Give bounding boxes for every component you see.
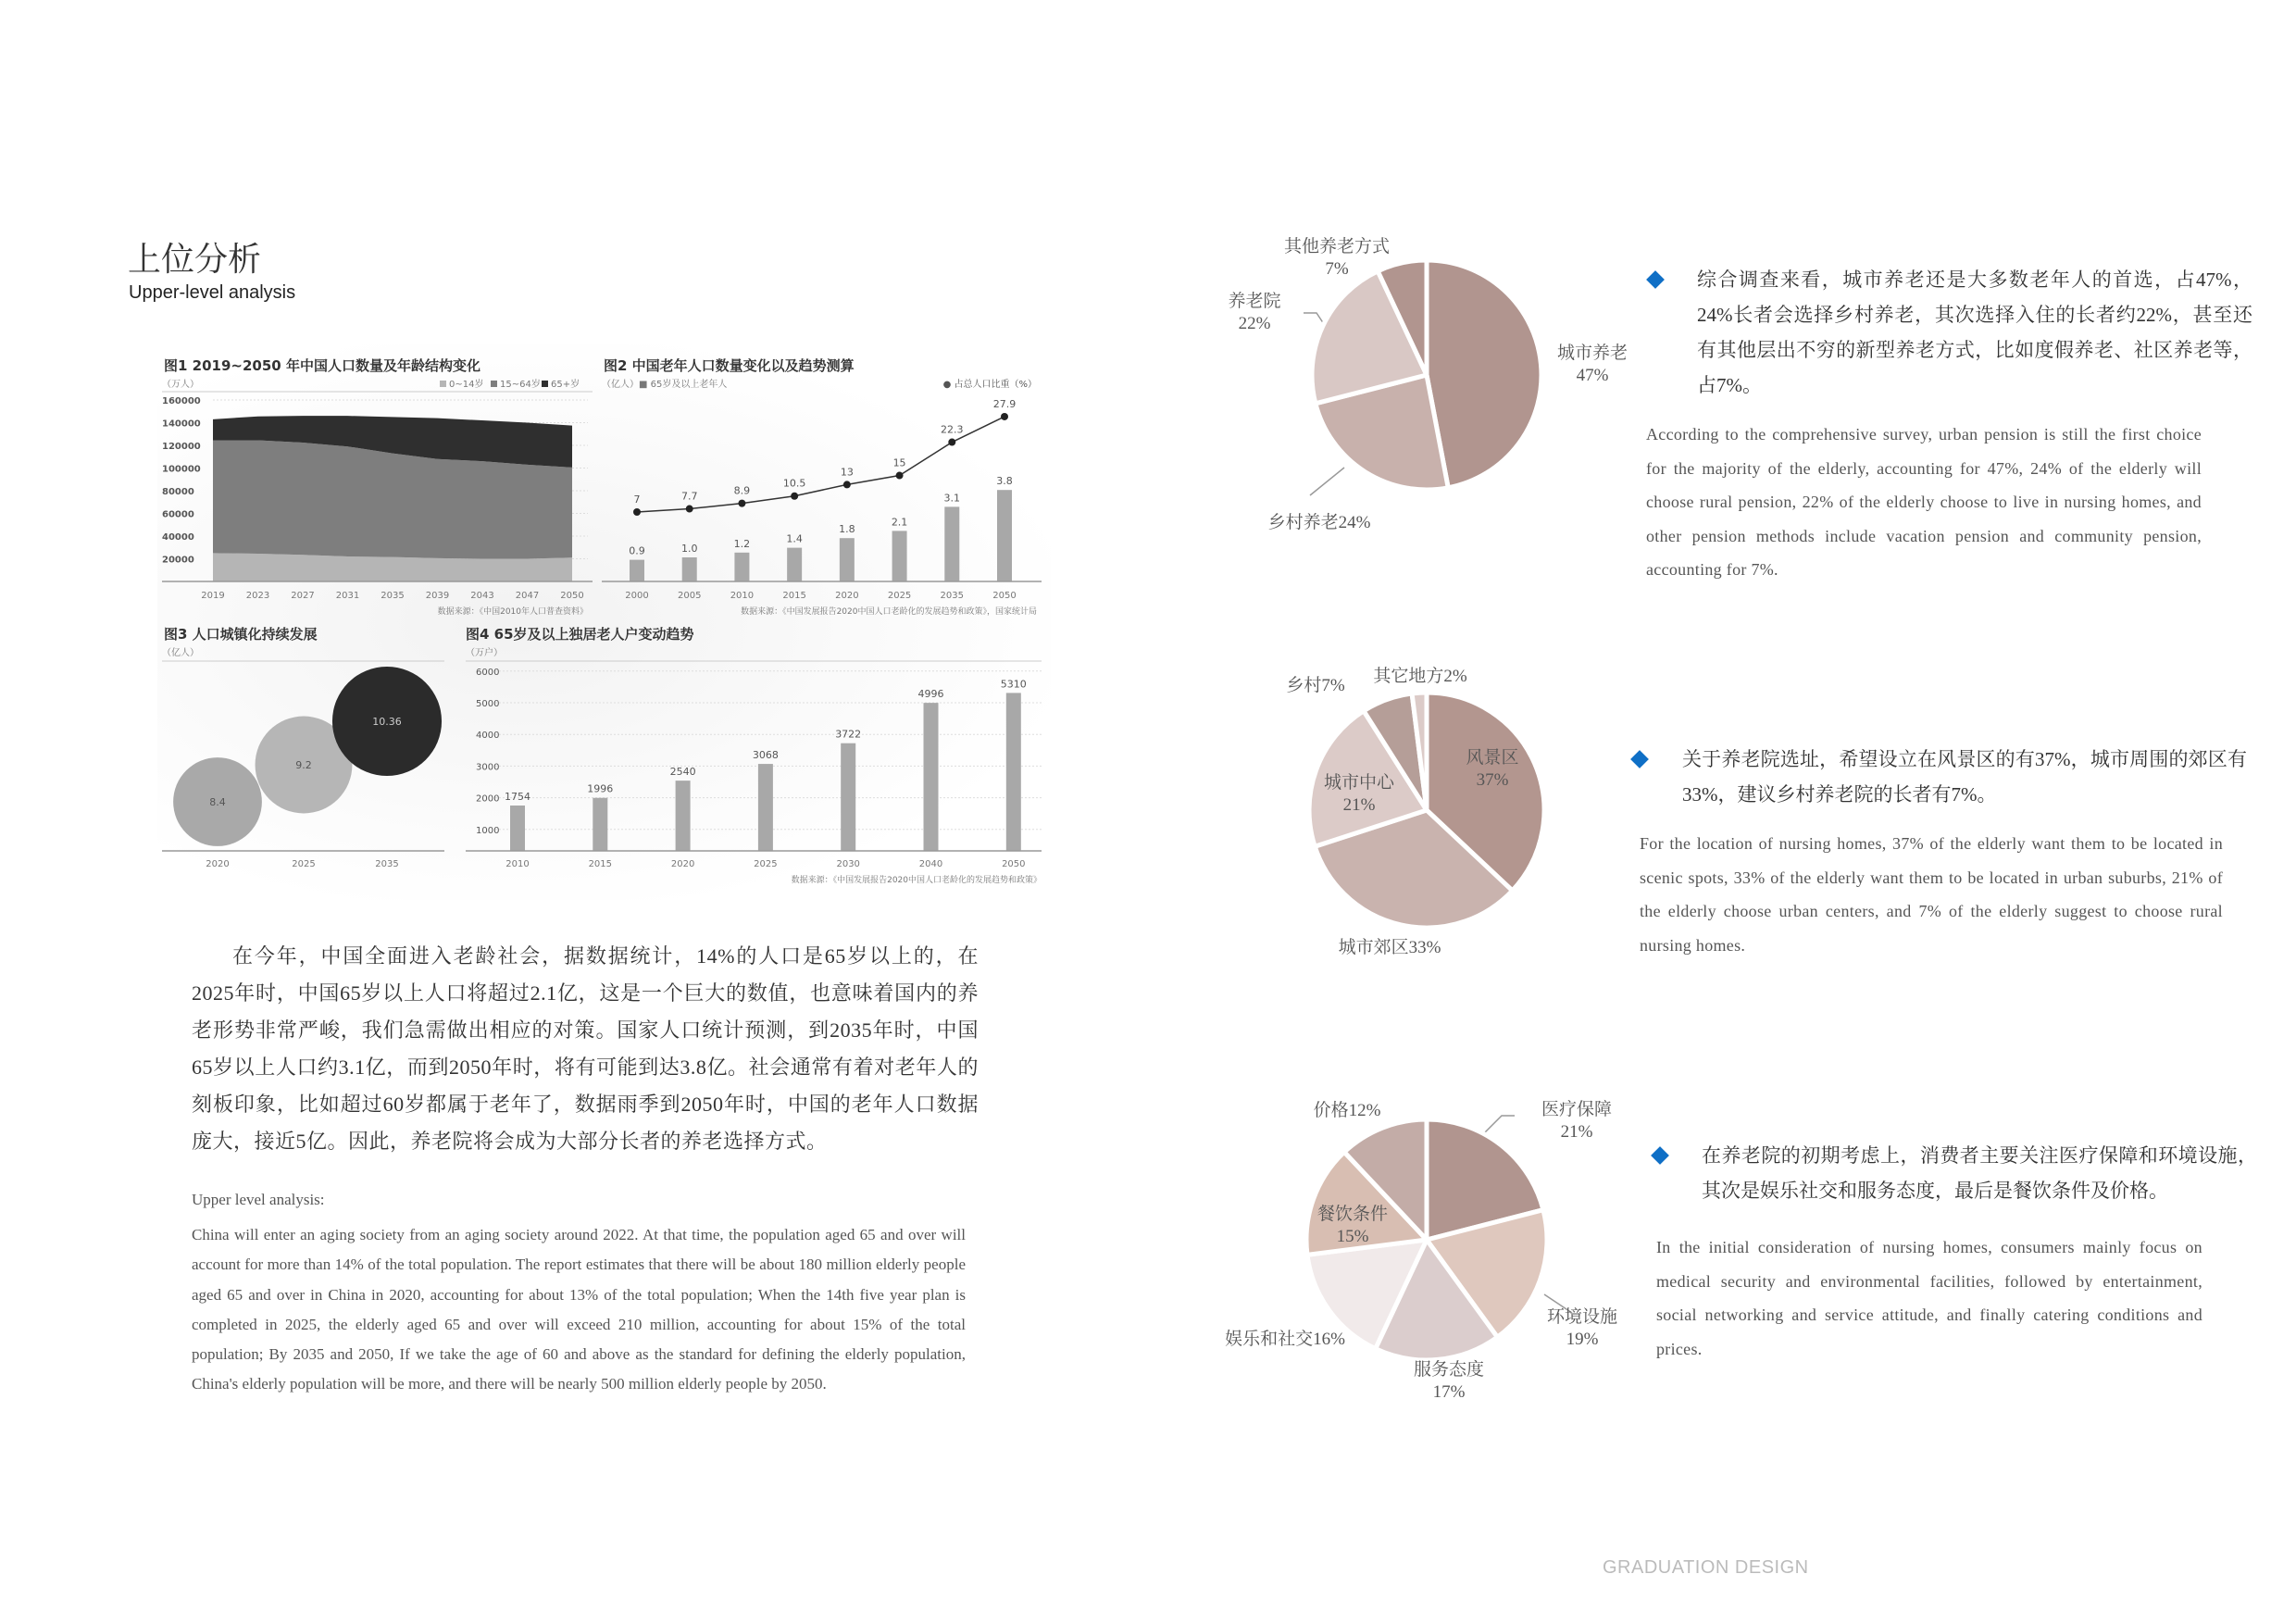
ratio-value-label: 7.7 — [680, 490, 698, 503]
y-tick-label: 4000 — [476, 731, 500, 742]
x-tick-label: 2015 — [588, 859, 613, 869]
x-tick-label: 2043 — [470, 591, 494, 601]
bar-value-label: 1754 — [505, 791, 530, 804]
x-tick-label: 2025 — [887, 591, 912, 601]
pension-choice-summary-en: According to the comprehensive survey, urban pension is still the first choice for the majority of the elderly, accounting for 47%, 24% of the elderly will choose rural pension, 22% of the elderly choose to live in nursing homes, and other pension methods include vacation pension and community pension, accounting for 7%. — [1646, 425, 2202, 579]
bar-value-label: 1.0 — [680, 543, 698, 555]
bar-value-label: 0.9 — [629, 544, 645, 557]
y-tick-label: 20000 — [162, 555, 194, 566]
pie3-label-medical: 医疗保障 21% — [1541, 1100, 1613, 1142]
x-tick-label: 2020 — [835, 591, 859, 601]
considerations-summary-zh: 在养老院的初期考虑上，消费者主要关注医疗保障和环境设施，其次是娱乐社交和服务态度，最后是餐饮条件及价格。 — [1702, 1144, 2257, 1202]
bar-value-label: 2.1 — [891, 516, 908, 529]
bar-value-label: 4996 — [917, 688, 944, 701]
chart-title: 图3 人口城镇化持续发展 — [164, 626, 318, 643]
ratio-value-label: 7 — [633, 493, 641, 506]
y-tick-label: 160000 — [162, 396, 201, 406]
footer-label: GRADUATION DESIGN — [1603, 1557, 1809, 1578]
pie1-label-other: 其他养老方式 7% — [1283, 237, 1391, 279]
page-title: 上位分析 — [128, 241, 262, 279]
y-tick-label: 80000 — [162, 487, 194, 497]
y-tick-label: 6000 — [476, 667, 500, 678]
x-tick-label: 2047 — [515, 591, 540, 601]
page-subtitle: Upper-level analysis — [129, 282, 296, 303]
x-tick-label: 2005 — [677, 591, 702, 601]
pie2-label-rural: 乡村7% — [1286, 676, 1345, 695]
ratio-value-label: 15 — [892, 456, 906, 469]
ratio-value-label: 10.5 — [782, 477, 806, 490]
pie3-label-service: 服务态度 17% — [1413, 1360, 1485, 1402]
pension-choice-summary-zh: 综合调查来看，城市养老还是大多数老年人的首选，占47%，24%长者会选择乡村养老，其次选择入住的长者约22%，甚至还有其他层出不穷的新型养老方式，比如度假养老、社区养老等，占7%。 — [1697, 269, 2252, 396]
bubble-value-label: 8.4 — [209, 796, 226, 808]
x-tick-label: 2031 — [335, 591, 360, 601]
chart-title: 图1 2019~2050 年中国人口数量及年龄结构变化 — [164, 357, 480, 374]
chart-source: 数据来源：《中国发展报告2020中国人口老龄化的发展趋势和政策》 — [791, 876, 1042, 885]
chart-source: 数据来源：《中国发展报告2020中国人口老龄化的发展趋势和政策》，国家统计局 — [741, 607, 1037, 617]
pie1-label-nursing-home: 养老院 22% — [1228, 292, 1281, 333]
bar-value-label: 3722 — [835, 728, 862, 741]
y-tick-label: 100000 — [162, 464, 201, 475]
x-tick-label: 2030 — [836, 859, 860, 869]
pie1-label-urban: 城市养老 47% — [1556, 344, 1628, 385]
chart-unit: （亿人）■ 65岁及以上老年人 — [602, 380, 728, 390]
location-summary-zh: 关于养老院选址，希望设立在风景区的有37%，城市周围的郊区有33%，建议乡村养老院的长者有7%。 — [1682, 748, 2247, 806]
chart-source: 数据来源：《中国2010年人口普查资料》 — [437, 607, 588, 617]
pie1-label-rural: 乡村养老24% — [1267, 513, 1371, 532]
x-tick-label: 2050 — [1002, 859, 1026, 869]
x-tick-label: 2025 — [292, 859, 316, 869]
chart-unit: （万户） — [466, 648, 503, 658]
pie2-label-city-center: 城市中心 21% — [1323, 773, 1395, 815]
considerations-summary-en: In the initial consideration of nursing homes, consumers mainly focus on medical security and environmental facilities, followed by entertainment, social networking and service attitude, and finally catering conditions and prices. — [1656, 1238, 2202, 1358]
legend-label: 0~14岁 — [449, 380, 484, 390]
bar-value-label: 5310 — [1000, 678, 1027, 691]
x-tick-label: 2023 — [245, 591, 270, 601]
bar-value-label: 1.2 — [733, 537, 751, 550]
pie3-label-environment: 环境设施 19% — [1546, 1307, 1618, 1349]
location-summary-en: For the location of nursing homes, 37% of the elderly want them to be located in scenic spots, 33% of the elderly want them to be located in urban suburbs, 21% of the elderly choose urban centers, and 7% of the elderly suggest to choose rural nursing homes. — [1640, 834, 2223, 955]
analysis-paragraph-en: China will enter an aging society from an aging society around 2022. At that time, the population aged 65 and over will account for more than 14% of the total population. The report estimates that there will be about 180 million elderly people aged 65 and over in China in 2020, accounting for about 13% of the total population; When the 14th five year plan is completed in 2025, the elderly aged 65 and over will exceed 210 million, accounting for about 15% of the total population; By 2035 and 2050, If we take the age of 60 and above as the standard for defining the elderly population, China's elderly population will be more, and there will be nearly 500 million elderly people by 2050. — [192, 1226, 966, 1393]
x-tick-label: 2039 — [425, 591, 450, 601]
y-tick-label: 1000 — [476, 825, 500, 836]
y-tick-label: 140000 — [162, 418, 201, 430]
bubble-value-label: 9.2 — [295, 759, 312, 771]
pie2-label-suburb: 城市郊区33% — [1338, 938, 1441, 957]
x-tick-label: 2020 — [206, 859, 230, 869]
legend-label: 65+岁 — [551, 380, 580, 390]
chart-unit: （万人） — [162, 380, 199, 390]
pie3-label-catering: 餐饮条件 15% — [1316, 1205, 1389, 1246]
ratio-value-label: 27.9 — [992, 397, 1017, 410]
x-tick-label: 2000 — [625, 591, 649, 601]
pie3-label-price: 价格12% — [1313, 1101, 1381, 1120]
bar-value-label: 1996 — [587, 782, 614, 795]
x-tick-label: 2020 — [670, 859, 695, 869]
pie3-label-entertainment: 娱乐和社交16% — [1225, 1330, 1345, 1349]
y-tick-label: 3000 — [476, 762, 500, 773]
ratio-value-label: 8.9 — [733, 484, 751, 497]
x-tick-label: 2050 — [992, 591, 1017, 601]
x-tick-label: 2019 — [201, 591, 225, 601]
x-tick-label: 2010 — [730, 591, 755, 601]
y-tick-label: 5000 — [476, 699, 500, 709]
chart-title: 图2 中国老年人口数量变化以及趋势测算 — [604, 357, 855, 374]
bubble-value-label: 10.36 — [372, 716, 402, 728]
x-tick-label: 2027 — [291, 591, 315, 601]
pie2-label-other: 其它地方2% — [1373, 667, 1467, 686]
bar-value-label: 2540 — [669, 766, 696, 779]
bar-value-label: 1.4 — [786, 532, 803, 545]
x-tick-label: 2035 — [375, 859, 399, 869]
analysis-paragraph-zh: 在今年，中国全面进入老龄社会，据数据统计，14%的人口是65岁以上的，在2025年时，中国65岁以上人口将超过2.1亿，这是一个巨大的数值，也意味着国内的养老形势非常严峻，我们急需做出相应的对策。国家人口统计预测，到2035年时，中国65岁以上人口约3.1亿，而到2050年时，将有可能到达3.8亿。社会通常有着对老年人的刻板印象，比如超过60岁都属于老年了，数据雨季到2050年时，中国的老年人口数据庞大，接近5亿。因此，养老院将会成为大部分长者的养老选择方式。 — [192, 944, 979, 1153]
bar-value-label: 3068 — [752, 749, 779, 762]
x-tick-label: 2050 — [560, 591, 584, 601]
x-tick-label: 2015 — [782, 591, 806, 601]
y-tick-label: 2000 — [476, 793, 500, 805]
y-tick-label: 60000 — [162, 509, 194, 520]
ratio-value-label: 22.3 — [941, 423, 964, 436]
y-tick-label: 40000 — [162, 532, 194, 543]
x-tick-label: 2035 — [940, 591, 965, 601]
y-tick-label: 120000 — [162, 442, 201, 452]
bar-value-label: 3.1 — [943, 492, 961, 505]
x-tick-label: 2040 — [918, 859, 943, 869]
legend-label: 15~64岁 — [500, 380, 541, 390]
bar-value-label: 3.8 — [996, 475, 1013, 488]
chart-title: 图4 65岁及以上独居老人户变动趋势 — [466, 626, 694, 643]
ratio-value-label: 13 — [840, 466, 854, 479]
x-tick-label: 2035 — [381, 591, 405, 601]
analysis-heading-en: Upper level analysis: — [192, 1191, 325, 1208]
pie2-label-scenic: 风景区 37% — [1466, 748, 1519, 790]
bar-value-label: 1.8 — [839, 523, 855, 536]
x-tick-label: 2010 — [505, 859, 530, 869]
leader-line — [1310, 468, 1344, 495]
line-legend: ● 占总人口比重（%） — [942, 380, 1037, 390]
x-tick-label: 2025 — [754, 859, 778, 869]
chart-unit: （亿人） — [162, 648, 199, 658]
